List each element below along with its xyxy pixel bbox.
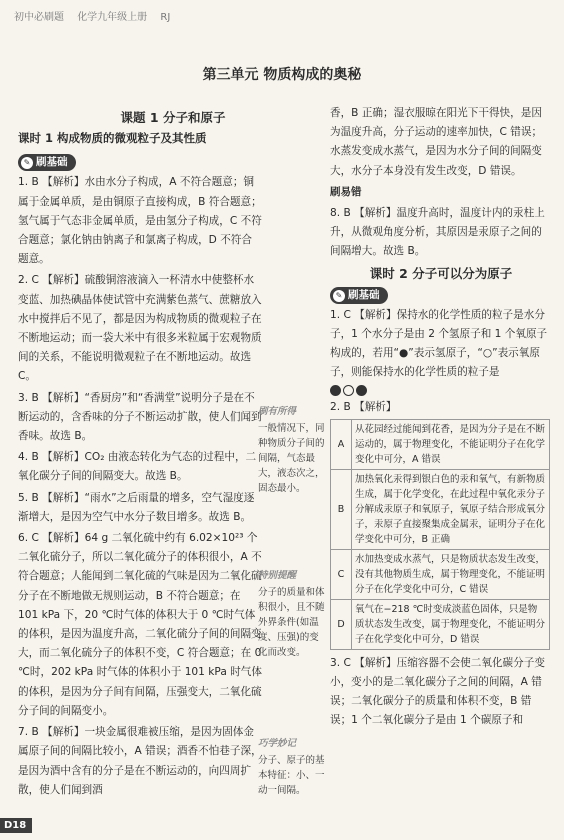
answer-r2: 2. B 【解析】 <box>330 400 397 413</box>
option-key: A <box>331 419 352 469</box>
answer-6: 6. C 【解析】64 g 二氧化硫中约有 6.02×10²³ 个二氧化硫分子，所以二氧化硫分子的体积很小，A 不符合题意；人能闻到二氧化硫的气味是因为二氧化硫分子在不断地做无规则运动，B 不符合题意；在 101 kPa 下，20 ℃时气体的体积大于 0 ℃时气体的体积，是因为温度升高，二氧化硫分子间的间隔变大，而二氧化硫分子的体积不变，C 符合题意；在 0 ℃时，202 kPa 时气体的体积小于 101 kPa 时气体的体积，是因为分子间有间隔，压强变大，二氧化硫分子间的间隔变小。 <box>18 532 262 717</box>
answer-8: 8. B 【解析】温度升高时，温度计内的汞柱上升，从微观角度分析，其原因是汞原子之间的间隔增大。故选 B。 <box>330 207 545 258</box>
mistake-label: 刷易错 <box>330 185 362 198</box>
oxygen-atom-icon <box>343 385 354 396</box>
options-table-row <box>331 549 550 599</box>
options-table-row <box>331 419 550 469</box>
side-note-text: 一般情况下，同种物质分子间的间隔，气态最大，液态次之，固态最小。 <box>258 423 325 494</box>
option-text: 水加热变成水蒸气，只是物质状态发生改变，没有其他物质生成，属于物理变化，不能证明分子在化学变化中可分，C 错误 <box>352 549 550 599</box>
option-text: 从花园经过能闻到花香，是因为分子是在不断运动的，属于物理变化，不能证明分子在化学变化中可分，A 错误 <box>352 419 550 469</box>
answer-3: 3. B 【解析】“香厨房”和“香满堂”说明分子是在不断运动的，含香味的分子不断运动扩散，使人们闻到香味。故选 B。 <box>18 391 262 443</box>
lesson-title: 课题 1 分子和原子 <box>120 110 226 125</box>
side-note-title: 巧学妙记 <box>258 738 297 749</box>
pencil-icon: ✎ <box>21 157 33 169</box>
side-note-memory <box>258 736 326 798</box>
option-text: 加热氧化汞得到银白色的汞和氧气，有新物质生成，属于化学变化，在此过程中氧化汞分子分解成汞原子和氧原子，氧原子结合形成氧分子，汞原子直接聚集成金属汞，证明分子在化学变化中可分，B 正确 <box>352 469 550 549</box>
option-key: C <box>331 549 352 599</box>
options-table <box>330 419 550 650</box>
basic-badge-2: ✎ 刷基础 <box>330 287 388 304</box>
side-note-gain <box>258 404 326 496</box>
side-note-reminder <box>258 568 326 660</box>
answer-5: 5. B 【解析】“雨水”之后雨量的增多，空气湿度逐渐增大，是因为空气中水分子数目增多。故选 B。 <box>18 491 255 523</box>
subject-name: 化学九年级上册 <box>77 12 148 23</box>
options-table-row <box>331 599 550 649</box>
section-title: 课时 1 构成物质的微观粒子及其性质 <box>18 131 207 146</box>
side-note-text: 分子、原子的基本特征：小、一动一间隔。 <box>258 755 325 796</box>
answer-r3: 3. C 【解析】压缩容器不会使二氧化碳分子变小，变小的是二氧化碳分子之间的间隔，A 错误；二氧化碳分子的质量和体积不变，B 错误；1 个二氧化碳分子是由 1 个碳原子和 <box>330 656 545 727</box>
pencil-icon: ✎ <box>333 290 345 302</box>
options-table-row <box>331 469 550 549</box>
right-column <box>330 104 552 733</box>
side-note-title: 特别提醒 <box>258 570 297 581</box>
running-header <box>14 8 180 23</box>
option-key: B <box>331 469 352 549</box>
answer-2: 2. C 【解析】硫酸铜溶液滴入一杯清水中使整杯水变蓝、加热碘晶体使试管中充满紫色蒸气、蔗糖放入水中搅拌后不见了，都是因为构成物质的微观粒子在不断地运动；而一袋大米中有很多米粒属于宏观物质间的关系，不能说明微观粒子在不断地运动。故选 C。 <box>18 274 262 383</box>
basic-badge: ✎ 刷基础 <box>18 154 76 171</box>
edition: RJ <box>160 12 171 23</box>
answer-7-continued: 香，B 正确；湿衣服晾在阳光下干得快，是因为温度升高，分子运动的速率加快，C 错误；水蒸发变成水蒸气，是因为水分子间的间隔变大，水分子本身没有发生改变，D 错误。 <box>330 107 543 177</box>
answer-1: 1. B 【解析】水由水分子构成，A 不符合题意；铜属于金属单质，是由铜原子直接构成，B 符合题意；氢气属于气态非金属单质，是由氢分子构成，C 不符合题意；氯化钠由钠离子和氯离子构成，D 不符合题意。 <box>18 176 262 266</box>
side-note-title: 刷有所得 <box>258 406 297 417</box>
water-molecule-figure <box>330 385 552 396</box>
hydrogen-atom-icon <box>330 385 341 396</box>
page-number: D18 <box>0 818 32 833</box>
lesson2-title: 课时 2 分子可以分为原子 <box>369 265 513 281</box>
answer-4: 4. B 【解析】CO₂ 由液态转化为气态的过程中，二氧化碳分子间的间隔变大。故选 B。 <box>18 451 257 483</box>
book-name: 初中必刷题 <box>14 12 64 23</box>
option-text: 氧气在−218 ℃时变成淡蓝色固体，只是物质状态发生改变，属于物理变化，不能证明分子在化学变化中可分，D 错误 <box>352 599 550 649</box>
answer-7: 7. B 【解析】一块金属很难被压缩，是因为固体金属原子间的间隔比较小，A 错误；酒香不怕巷子深，是因为酒中含有的分子是在不断运动的，向四周扩散，使人们闻到酒 <box>18 726 262 796</box>
option-key: D <box>331 599 352 649</box>
side-note-text: 分子的质量和体积很小，且不随外界条件(如温度、压强)的变化而改变。 <box>258 587 325 658</box>
answer-r1: 1. C 【解析】保持水的化学性质的粒子是水分子，1 个水分子是由 2 个氢原子和 1 个氧原子构成的，若用“●”表示氢原子，“○”表示氧原子，则能保持水的化学性质的粒子是 <box>330 306 552 396</box>
hydrogen-atom-icon <box>356 385 367 396</box>
unit-title: 第三单元 物质构成的奥秘 <box>202 67 362 83</box>
